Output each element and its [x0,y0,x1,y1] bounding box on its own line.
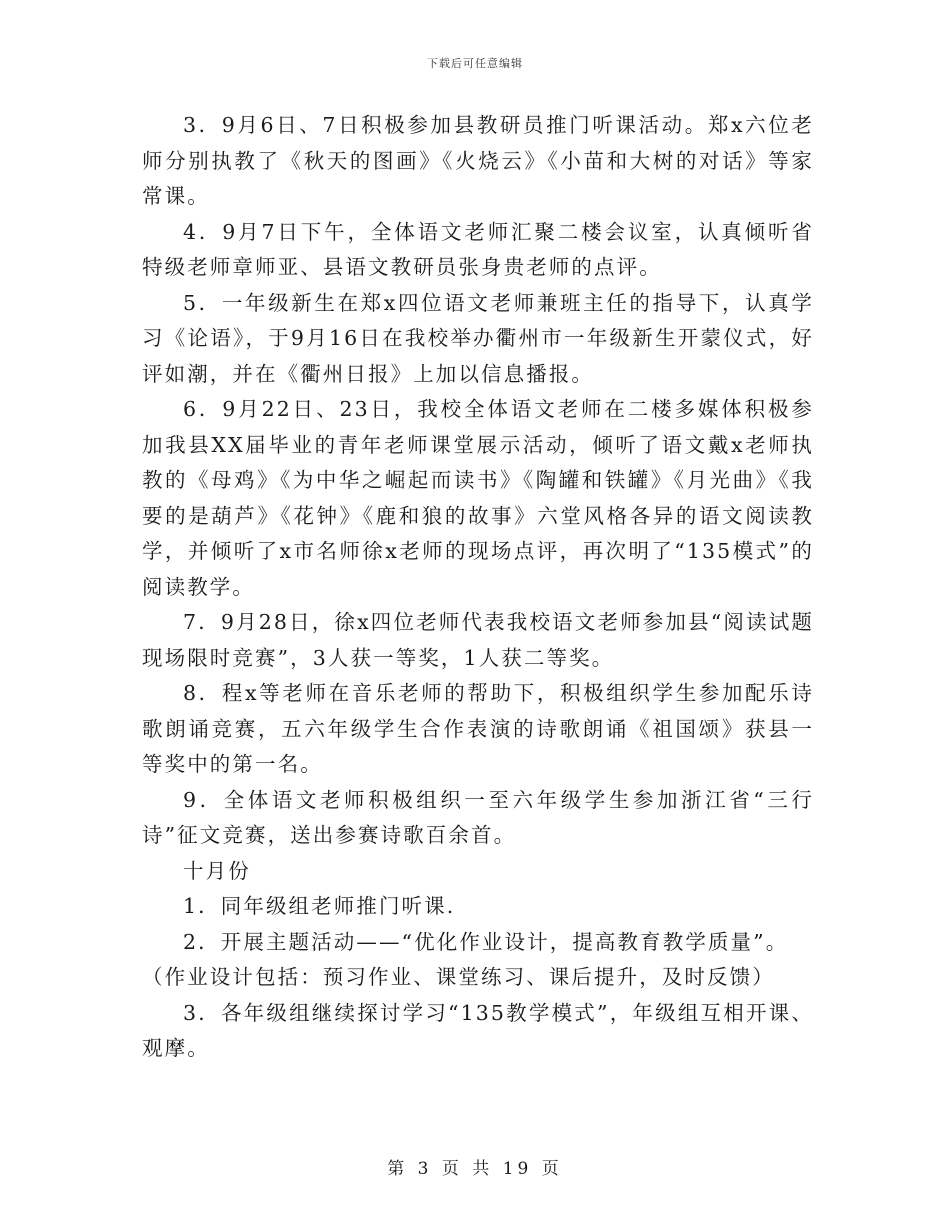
paragraph-item-8: 8．程x等老师在音乐老师的帮助下，积极组织学生参加配乐诗歌朗诵竞赛，五六年级学生合作表演的诗歌朗诵《祖国颂》获县一等奖中的第一名。 [142,681,814,776]
paragraph-item-3: 3．9月6日、7日积极参加县教研员推门听课活动。郑x六位老师分别执教了《秋天的图画》《火烧云》《小苗和大树的对话》等家常课。 [142,113,814,208]
october-item-1: 1．同年级组老师推门听课. [183,894,456,918]
paragraph-item-5: 5．一年级新生在郑x四位语文老师兼班主任的指导下，认真学习《论语》，于9月16日在我校举办衢州市一年级新生开蒙仪式，好评如潮，并在《衢州日报》上加以信息播报。 [142,290,814,386]
paragraph-item-6: 6．9月22日、23日，我校全体语文老师在二楼多媒体积极参加我县XX届毕业的青年老师课堂展示活动，倾听了语文戴x老师执教的《母鸡》《为中华之崛起而读书》《陶罐和铁罐》《月光曲》《我要的是葫芦》《花钟》《鹿和狼的故事》六堂风格各异的语文阅读教学，并倾听了x市名师徐x老师的现场点评，再次明了“135模式”的阅读教学。 [142,397,814,599]
october-item-2-note: （作业设计包括：预习作业、课堂练习、课后提升，及时反馈） [142,965,775,989]
page-number-footer: 第 3 页 共 19 页 [387,1159,563,1179]
paragraph-item-9: 9．全体语文老师积极组织一至六年级学生参加浙江省“三行诗”征文竞赛，送出参赛诗歌百余首。 [142,787,814,847]
paragraph-item-4: 4．9月7日下午，全体语文老师汇聚二楼会议室，认真倾听省特级老师章师亚、县语文教研员张身贵老师的点评。 [142,219,814,279]
october-item-3: 3．各年级组继续探讨学习“135教学模式”，年级组互相开课、观摩。 [142,1000,814,1060]
paragraph-item-7: 7．9月28日，徐x四位老师代表我校语文老师参加县“阅读试题现场限时竞赛”，3人获一等奖，1人获二等奖。 [142,610,814,670]
section-heading-october: 十月份 [183,858,251,883]
page-header: 下载后可任意编辑 [427,57,523,70]
document-body [142,108,814,1067]
october-item-2: 2．开展主题活动——“优化作业设计，提高教育教学质量”。 [183,929,789,954]
